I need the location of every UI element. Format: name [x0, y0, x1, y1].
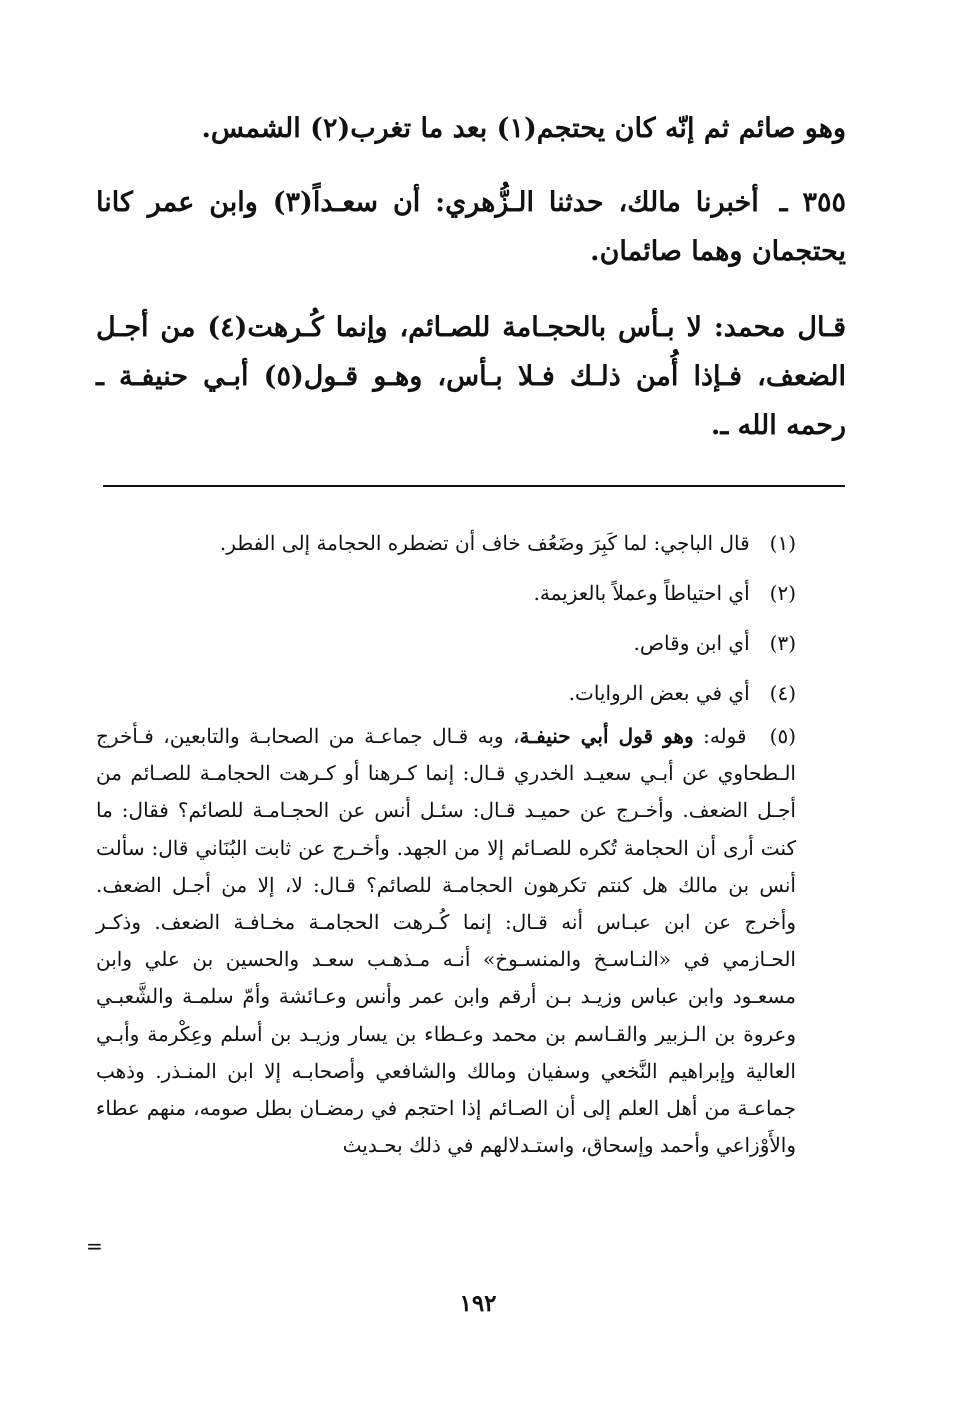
paragraph-text: وهو صائم ثم إنّه كان يحتجم(١) بعد ما تغرب(٢) الشمس. — [201, 113, 846, 144]
hadith-text: أخبرنا مالك، حدثنا الـزُّهري: أن سعـداً(٣) وابن عمر كانا يحتجمان وهما صائمان. — [96, 187, 846, 267]
footnote-divider — [103, 485, 845, 487]
footnote-lead: قوله: — [703, 724, 747, 748]
footnote-quoted-phrase: وهو قول أبي حنيفـة — [519, 724, 694, 748]
main-paragraph-1 — [96, 104, 846, 153]
footnote-5 — [96, 718, 796, 1164]
main-paragraph-2 — [96, 178, 846, 276]
hadith-number: ٣٥٥ ـ — [779, 187, 846, 218]
footnote-1 — [96, 518, 796, 568]
main-paragraph-3 — [96, 303, 846, 450]
page-number: ١٩٢ — [459, 1290, 497, 1317]
paragraph-text: قـال محمد: لا بـأس بالحجـامة للصـائم، وإنما كُـرهت(٤) من أجـل الضعف، فـإذا أُمن ذلـك فـلا بـأس، وهـو قـول(٥) أبـي حنيفـة ـ رحمه الله ـ. — [96, 312, 847, 441]
continuation-mark: = — [86, 1234, 103, 1258]
footnote-text: قال الباجي: لما كَبِرَ وضَعُف خاف أن تضطره الحجامة إلى الفطر. — [219, 531, 750, 555]
footnote-text: أي في بعض الروايات. — [568, 681, 750, 705]
footnote-text: ، وبه قـال جماعـة من الصحابـة والتابعين، فـأخرج الـطحاوي عن أبـي سعيـد الخدري قـال: إنما كـرهنا أو كـرهت الحجامـة للصـائم من أجـل الضعف. وأخـرج عن حميـد قـال: سئـل أنس عن الحجـامـة للصائم؟ فقال: ما كنت أرى أن الحجامة تُكره للصـائم إلا من الجهد. وأخـرج عن ثابت البُنَاني قال: سألت أنس بن مالك هل كنتم تكرهون الحجامـة للصائم؟ قـال: لا، إلا من أجـل الضعف. وأخرج عن ابن عبـاس أنه قـال: إنما كُـرهت الحجامـة مخـافـة الضعف. وذكـر الحـازمي في «النـاسـخ والمنسـوخ» أنـه مـذهـب سعـد والحسين بن علي وابن مسعـود وابن عباس وزيـد بـن أرقم وابن عمر وأنس وعـائشة وأمّ سلمـة والشَّعبـي وعروة بن الـزبير والقـاسم بن محمد وعـطاء بن يسار وزيـد بن أسلم وعِكْرمة وأبـي العالية وإبراهيم النَّخعي وسفيان ومالك والشافعي وأصحابـه إلا ابن المنـذر. وذهب جماعـة من أهل العلم إلى أن الصـائم إذا احتجم في رمضـان بطل صومه، منهم عطاء والأَوْزاعي وأحمد وإسحاق، واستـدلالهم في ذلك بحـديث — [96, 724, 796, 1158]
footnote-text: أي ابن وقاص. — [633, 631, 750, 655]
footnote-number: (١) — [769, 531, 796, 555]
footnote-number: (٥) — [769, 724, 797, 748]
footnotes — [96, 518, 796, 1164]
footnote-number: (٢) — [769, 581, 796, 605]
footnote-number: (٣) — [769, 631, 796, 655]
footnote-3 — [96, 618, 796, 668]
paragraph-text — [96, 178, 846, 276]
footnote-4 — [96, 668, 796, 718]
footnote-text: أي احتياطاً وعملاً بالعزيمة. — [533, 581, 750, 605]
footnote-number: (٤) — [769, 681, 796, 705]
footnote-2 — [96, 568, 796, 618]
